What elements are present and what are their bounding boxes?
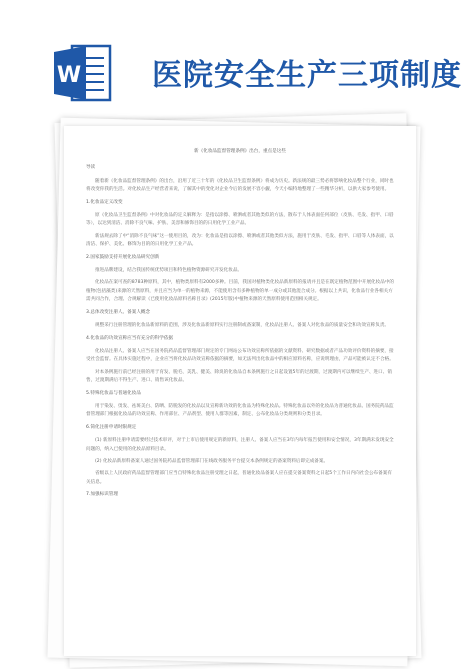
section-heading: 3.总体改变注册人、备案人概念 [86, 309, 151, 315]
body-paragraph: 对本条例施行前已经注册的用于育发、脱毛、美乳、健美、除臭的化妆品自本条例施行之日起设置5年的过渡期，过渡期内可以继续生产、进口、销售，过渡期满后不得生产、进口、销售该化妆品。 [86, 369, 392, 384]
header-banner [0, 0, 474, 120]
body-paragraph: 化妆品在案可查的8783种原料，其中，植物类原料有2000多种。目前，我国对植物类化妆品新原料的报请并且是在既定植物范围中开展化妆品中的植物(包括藻类)来源的天然原料，并且应当为单一的植物来源，不能使用含有多种植物的单一成分或其他混合成分。根据以上共识，化妆品行业各相关方需共同合作，合理、合规解读《已使用化妆品原料名称目录》(2015年版)中植物来源的天然原料使用范围相关规定。 [86, 280, 395, 303]
body-paragraph: 随着新《化妆品监督管理条例》的出台，沿用了近三十年的《化妆品卫生监督条例》将成为历史。新法规的最三势必将影响化妆品整个行业，同时也将改变你我的生活。对化妆品生产经营者来说，了解其中的变化对企业今后的发展不容小觑，今天小编特地整理了一些精华分析，以供大家参考使用。 [86, 178, 394, 193]
word-icon-letter: W [56, 63, 82, 88]
word-document-icon [54, 42, 112, 104]
section-heading: 7.加强标识管理 [86, 492, 118, 498]
body-paragraph: 省级以上人民政府药品监督管理部门应当自特殊化妆品注册受理之日起，普通化妆品备案人应在提交备案资料之日起5个工作日内向社会公布备案有关信息。 [86, 471, 392, 485]
body-paragraph: (1) 新原料注册申请需要经过技术审评，对于上市后使用规定的新原料，注册人、备案人应当在3年内每年报告使用和安全情况，3年期满未发现安全问题的，纳入已使用的化妆品原料目录。 [86, 438, 394, 452]
section-heading: 1.化妆品定义改变 [86, 199, 123, 205]
section-heading: 5.特殊化妆品与普通化妆品 [86, 390, 141, 396]
body-paragraph: (2) 化妆品新原料备案人通过国务院药品监督管理部门在线政务服务平台提交本条例规定的备案资料后即完成备案。 [95, 458, 329, 464]
document-page [64, 126, 416, 656]
body-paragraph: 推进品牌建设，结合我国传统优势项目和特色植物资源研究开发化妆品。 [95, 268, 243, 274]
document-subtitle: 新《化妆品监督管理条例》出台，重点是这些 [194, 149, 286, 154]
section-heading: 2.国家鼓励支持开展化妆品研究创新 [86, 254, 160, 260]
paper-stack [40, 118, 438, 663]
section-heading: 6.简化注册申请时限规定 [86, 424, 137, 430]
body-paragraph: 规整采行注册管理的化妆品新原料的范围，涉及化妆品新原料实行注册制或备案制，化妆品注册人、备案人对化妆品的质量安全和功效宣称负责。 [95, 323, 390, 329]
body-paragraph: 原《化妆品卫生监督条例》中对化妆品的定义解释为：是指以涂擦、喷洒或者其他类似的方法，散布于人体表面任何部位（皮肤、毛发、指甲、口唇等），以达到清洁、消除不良气味、护肤、美容和修饰目的的日用化学工业产品。 [86, 213, 394, 227]
body-paragraph: 用于染发、烫发、祛斑美白、防晒、防脱发的化妆品以及宣称新功效的化妆品为特殊化妆品。特殊化妆品以外的化妆品为普通化妆品。国务院药品监督管理部门根据化妆品的功效宣称、作用部位、产品剂型、使用人群等因素，制定、公布化妆品分类规则和分类目录。 [86, 403, 394, 418]
section-heading: 4.化妆品的功效宣称应当有充分的科学依据 [86, 335, 174, 341]
document-title: 医院安全生产三项制度 [152, 58, 462, 93]
body-paragraph: 新法规去除了中“消除不良气味”这一使用目的，改为：化妆品是指以涂擦、喷洒或者其他类似方法，施用于皮肤、毛发、指甲、口唇等人体表面，以清洁、保护、美化、修饰为目的的日用化学工业产品。 [86, 233, 394, 248]
body-paragraph: 化妆品注册人、备案人应当在国务院药品监督管理部门规定的专门网站公布功效宣称所依据的文献资料、研究数据或者产品功效评价资料的摘要，接受社会监督。在具体实施过程中，企业应当将化妆品功效宣称依据的摘要，如无法列出化妆品中的相应原料名称，应说明理由，产品可能被认定不合格。 [86, 348, 394, 363]
section-heading: 导读 [86, 165, 96, 171]
